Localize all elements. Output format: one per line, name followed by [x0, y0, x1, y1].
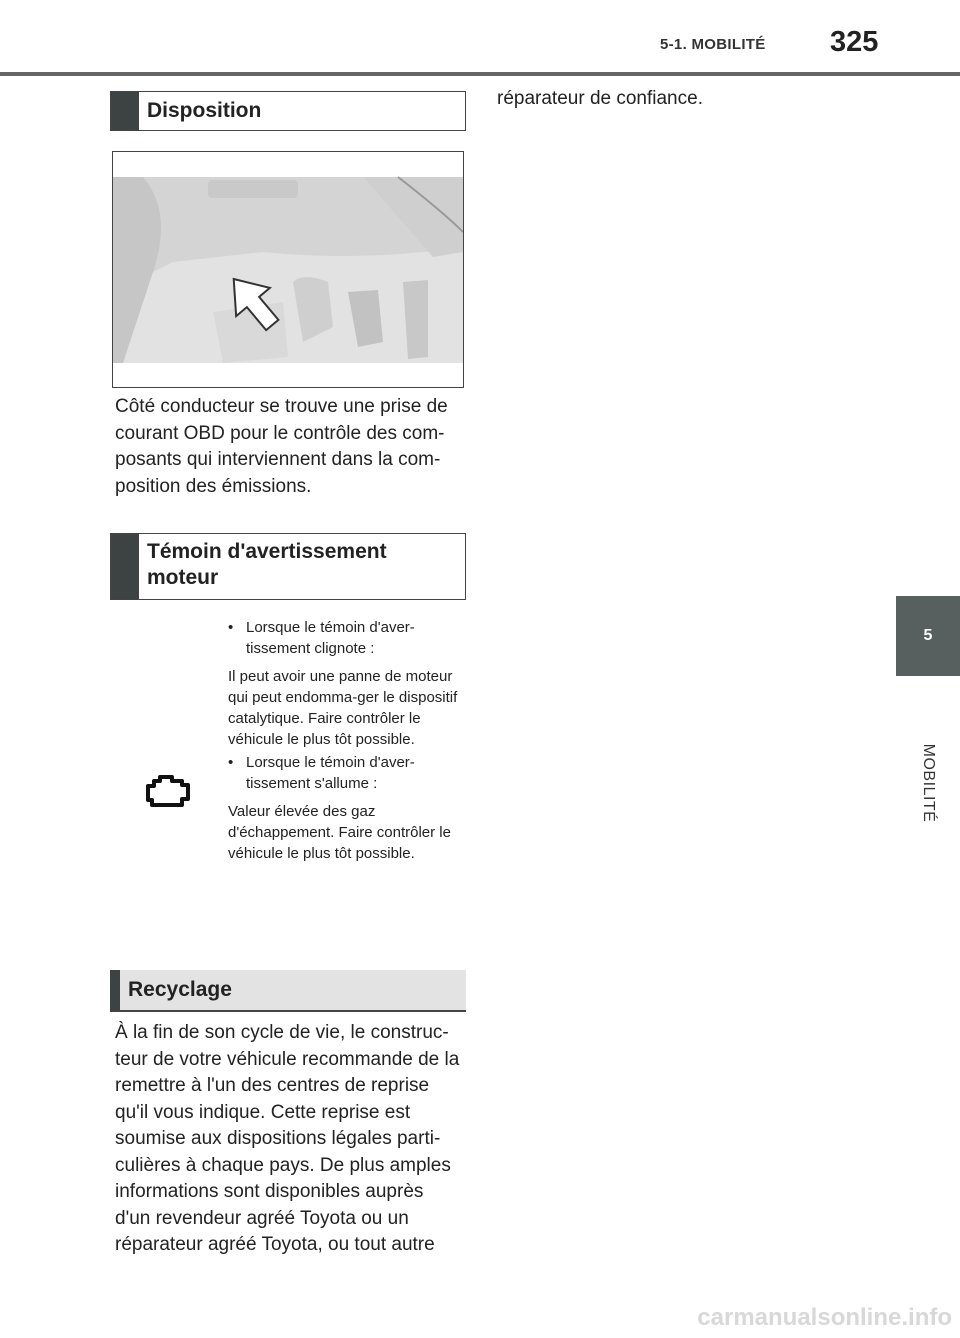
list-item: • Lorsque le témoin d'aver-	[228, 754, 415, 771]
chapter-side-label	[896, 678, 960, 888]
item-title: Lorsque le témoin d'aver-	[246, 754, 415, 771]
warning-info-table	[110, 605, 466, 943]
obd-location-illustration	[112, 151, 464, 388]
disposition-heading-text: Disposition	[147, 99, 262, 122]
recycling-text: À la fin de son cycle de vie, le construc-teur de votre véhicule recommande de la remettre à l'un des centres de reprise qu'il vous indique. Cette reprise est soumise aux dispositions légales parti-culières à chaque pays. De plus amples informations sont disponibles auprès d'un revendeur agréé Toyota ou un réparateur agréé Toyota, ou tout autre	[115, 1022, 460, 1255]
item-title: Lorsque le témoin d'aver-	[246, 619, 415, 636]
page-number: 325	[830, 26, 879, 58]
engine-warning-icon	[144, 773, 192, 811]
header-divider	[0, 72, 960, 76]
warning-heading-text: Témoin d'avertissement moteur	[147, 540, 387, 589]
item-title-continuation: tissement s'allume :	[246, 775, 378, 792]
disposition-description: Côté conducteur se trouve une prise de courant OBD pour le contrôle des com-posants qui interviennent dans la com-position des émissions.	[115, 396, 448, 497]
warning-text-block	[228, 617, 464, 866]
list-item: • Lorsque le témoin d'aver-	[228, 619, 415, 636]
section-title: 5-1. MOBILITÉ	[660, 36, 766, 53]
disposition-heading	[110, 91, 466, 131]
heading-accent-bar	[110, 970, 120, 1010]
chapter-label-text: MOBILITÉ	[920, 743, 937, 823]
recycling-heading-text: Recyclage	[128, 978, 232, 1001]
item-description: Valeur élevée des gaz d'échappement. Faire contrôler le véhicule le plus tôt possible.	[228, 803, 451, 862]
heading-accent-bar	[111, 534, 139, 599]
car-interior-drawing	[113, 152, 463, 387]
chapter-tab[interactable]: 5	[896, 596, 960, 676]
recycling-continuation: réparateur de confiance.	[497, 88, 703, 109]
warning-heading	[110, 533, 466, 600]
watermark: carmanualsonline.info	[697, 1304, 952, 1331]
heading-accent-bar	[111, 92, 139, 130]
item-title-continuation: tissement clignote :	[246, 640, 375, 657]
recycling-heading	[110, 970, 466, 1012]
item-description: Il peut avoir une panne de moteur qui peut endomma-ger le dispositif catalytique. Faire contrôler le véhicule le plus tôt possible.	[228, 668, 458, 748]
